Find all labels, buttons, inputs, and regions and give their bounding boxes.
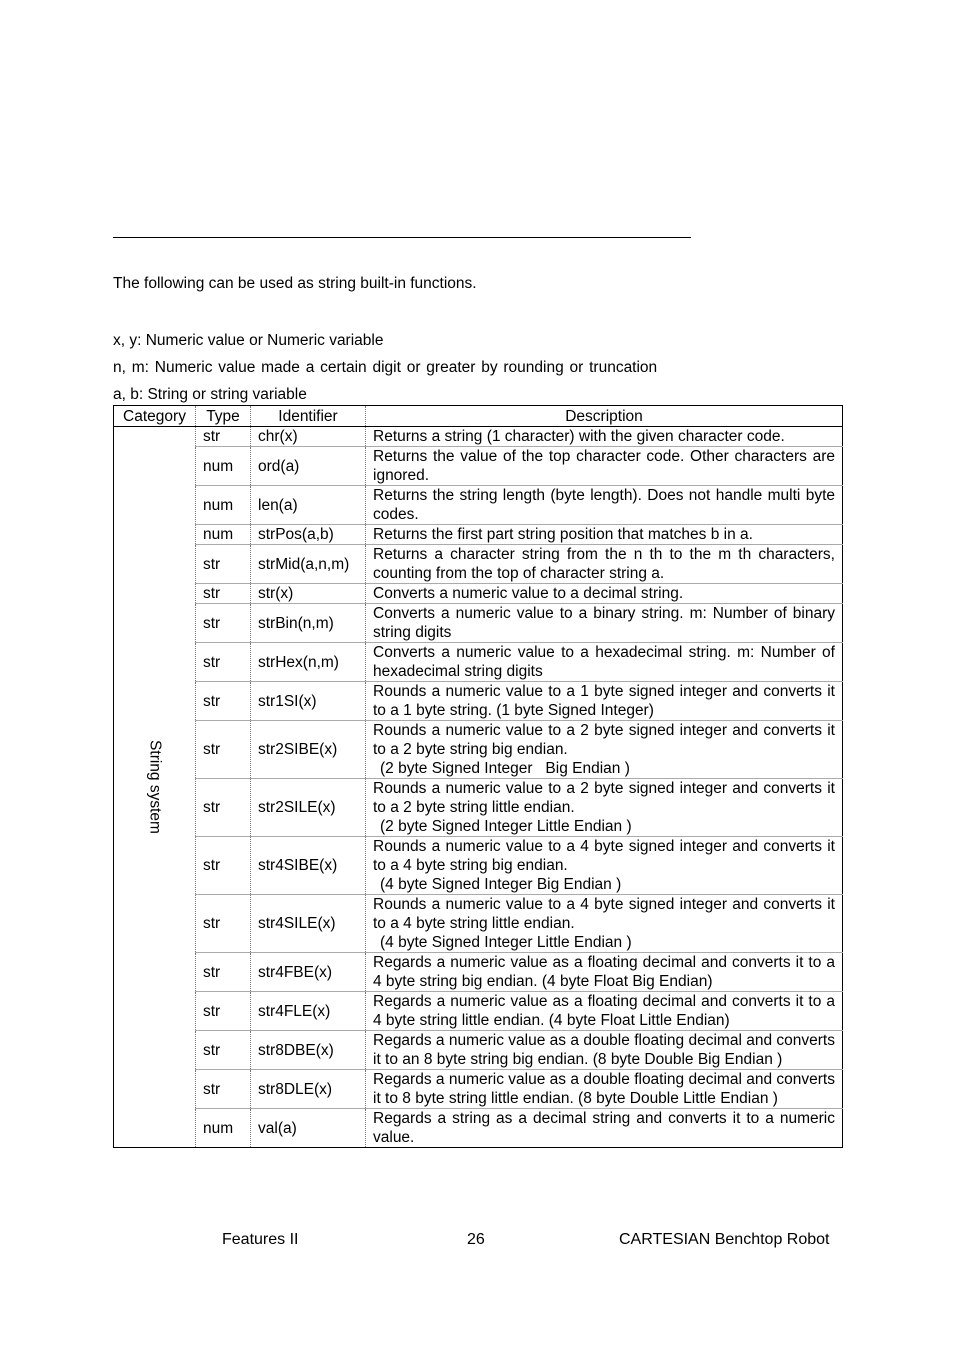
description-cell	[366, 779, 843, 837]
description-text: Returns the value of the top character code. Other characters are ignored.	[373, 448, 835, 484]
table-row	[114, 953, 843, 992]
identifier-cell: str4SIBE(x)	[251, 837, 366, 895]
description-note: (2 byte Signed Integer Little Endian )	[380, 818, 632, 835]
table-header-row	[114, 406, 843, 427]
type-cell: str	[196, 953, 251, 992]
description-cell	[366, 721, 843, 779]
description-cell	[366, 953, 843, 992]
description-text: Returns the string length (byte length). Does not handle multi byte codes.	[373, 487, 835, 523]
table-row	[114, 895, 843, 953]
type-cell: str	[196, 545, 251, 584]
description-text: Regards a numeric value as a floating decimal and converts it to a 4 byte string little endian. (4 byte Float Little Endian)	[373, 993, 835, 1029]
identifier-cell: strHex(n,m)	[251, 643, 366, 682]
description-note: (4 byte Signed Integer Little Endian )	[380, 934, 632, 951]
identifier-cell: ord(a)	[251, 447, 366, 486]
table-row	[114, 427, 843, 447]
description-cell	[366, 992, 843, 1031]
type-cell: str	[196, 427, 251, 447]
page-number: 26	[467, 1231, 485, 1248]
identifier-cell: str2SILE(x)	[251, 779, 366, 837]
definitions-list	[113, 327, 657, 408]
section-rule	[113, 237, 691, 238]
description-text: Rounds a numeric value to a 2 byte signed integer and converts it to a 2 byte string little endian.	[373, 780, 835, 816]
description-text: Converts a numeric value to a hexadecimal string. m: Number of hexadecimal string digits	[373, 644, 835, 680]
type-cell: str	[196, 682, 251, 721]
description-text: Regards a string as a decimal string and converts it to a numeric value.	[373, 1110, 835, 1146]
identifier-cell: strPos(a,b)	[251, 525, 366, 545]
identifier-cell: str(x)	[251, 584, 366, 604]
description-text: Rounds a numeric value to a 4 byte signed integer and converts it to a 4 byte string big endian.	[373, 838, 835, 874]
identifier-cell: str2SIBE(x)	[251, 721, 366, 779]
description-text: Returns the first part string position that matches b in a.	[373, 526, 753, 543]
description-cell	[366, 545, 843, 584]
description-text: Regards a numeric value as a floating decimal and converts it to a 4 byte string big endian. (4 byte Float Big Endian)	[373, 954, 835, 990]
table-row	[114, 837, 843, 895]
identifier-cell: str1SI(x)	[251, 682, 366, 721]
description-cell	[366, 895, 843, 953]
description-cell	[366, 837, 843, 895]
table-row	[114, 447, 843, 486]
identifier-cell: str8DBE(x)	[251, 1031, 366, 1070]
description-text: Rounds a numeric value to a 4 byte signed integer and converts it to a 4 byte string little endian.	[373, 896, 835, 932]
type-cell: str	[196, 1070, 251, 1109]
intro-text: The following can be used as string built-in functions.	[113, 275, 477, 292]
description-cell	[366, 427, 843, 447]
string-functions-table	[113, 405, 843, 1148]
identifier-cell: len(a)	[251, 486, 366, 525]
type-cell: str	[196, 779, 251, 837]
table-row	[114, 604, 843, 643]
definition-xy: x, y: Numeric value or Numeric variable	[113, 332, 384, 349]
table-row	[114, 1031, 843, 1070]
type-cell: str	[196, 895, 251, 953]
footer-product: CARTESIAN Benchtop Robot	[619, 1231, 830, 1248]
description-cell	[366, 1070, 843, 1109]
type-cell: str	[196, 992, 251, 1031]
table-row	[114, 779, 843, 837]
header-category: Category	[114, 406, 196, 427]
description-text: Regards a numeric value as a double floating decimal and converts it to an 8 byte string big endian. (8 byte Double Big Endian )	[373, 1032, 835, 1068]
table-row	[114, 545, 843, 584]
identifier-cell: str4FBE(x)	[251, 953, 366, 992]
category-cell	[114, 427, 196, 1148]
definition-ab: a, b: String or string variable	[113, 386, 307, 403]
header-type: Type	[196, 406, 251, 427]
table-row	[114, 643, 843, 682]
type-cell: str	[196, 721, 251, 779]
definition-nm: n, m: Numeric value made a certain digit or greater by rounding or truncation	[113, 359, 658, 376]
identifier-cell: val(a)	[251, 1109, 366, 1148]
category-label: String system	[146, 740, 163, 834]
table-row	[114, 682, 843, 721]
table-row	[114, 1070, 843, 1109]
type-cell: num	[196, 525, 251, 545]
table-row	[114, 992, 843, 1031]
identifier-cell: str4SILE(x)	[251, 895, 366, 953]
description-cell	[366, 1109, 843, 1148]
header-identifier: Identifier	[251, 406, 366, 427]
description-text: Returns a character string from the n th to the m th characters, counting from the top of character string a.	[373, 546, 835, 582]
identifier-cell: str8DLE(x)	[251, 1070, 366, 1109]
description-note: (4 byte Signed Integer Big Endian )	[380, 876, 622, 893]
description-cell	[366, 486, 843, 525]
description-cell	[366, 447, 843, 486]
description-cell	[366, 525, 843, 545]
description-text: Converts a numeric value to a binary string. m: Number of binary string digits	[373, 605, 835, 641]
type-cell: num	[196, 1109, 251, 1148]
description-cell	[366, 682, 843, 721]
description-cell	[366, 643, 843, 682]
type-cell: str	[196, 643, 251, 682]
table-row	[114, 721, 843, 779]
table-row	[114, 1109, 843, 1148]
footer-section: Features II	[222, 1231, 299, 1248]
identifier-cell: strMid(a,n,m)	[251, 545, 366, 584]
type-cell: num	[196, 486, 251, 525]
description-cell	[366, 604, 843, 643]
description-text: Converts a numeric value to a decimal string.	[373, 585, 684, 602]
description-cell	[366, 584, 843, 604]
type-cell: str	[196, 837, 251, 895]
type-cell: str	[196, 584, 251, 604]
identifier-cell: strBin(n,m)	[251, 604, 366, 643]
description-cell	[366, 1031, 843, 1070]
description-text: Regards a numeric value as a double floating decimal and converts it to 8 byte string little endian. (8 byte Double Little Endian )	[373, 1071, 835, 1107]
description-text: Rounds a numeric value to a 1 byte signed integer and converts it to a 1 byte string. (1 byte Signed Integer)	[373, 683, 835, 719]
table-row	[114, 486, 843, 525]
description-text: Rounds a numeric value to a 2 byte signed integer and converts it to a 2 byte string big endian.	[373, 722, 835, 758]
type-cell: str	[196, 1031, 251, 1070]
type-cell: num	[196, 447, 251, 486]
description-note: (2 byte Signed Integer Big Endian )	[380, 760, 630, 777]
header-description: Description	[366, 406, 843, 427]
table-row	[114, 525, 843, 545]
identifier-cell: str4FLE(x)	[251, 992, 366, 1031]
identifier-cell: chr(x)	[251, 427, 366, 447]
description-text: Returns a string (1 character) with the given character code.	[373, 428, 785, 445]
type-cell: str	[196, 604, 251, 643]
table-row	[114, 584, 843, 604]
